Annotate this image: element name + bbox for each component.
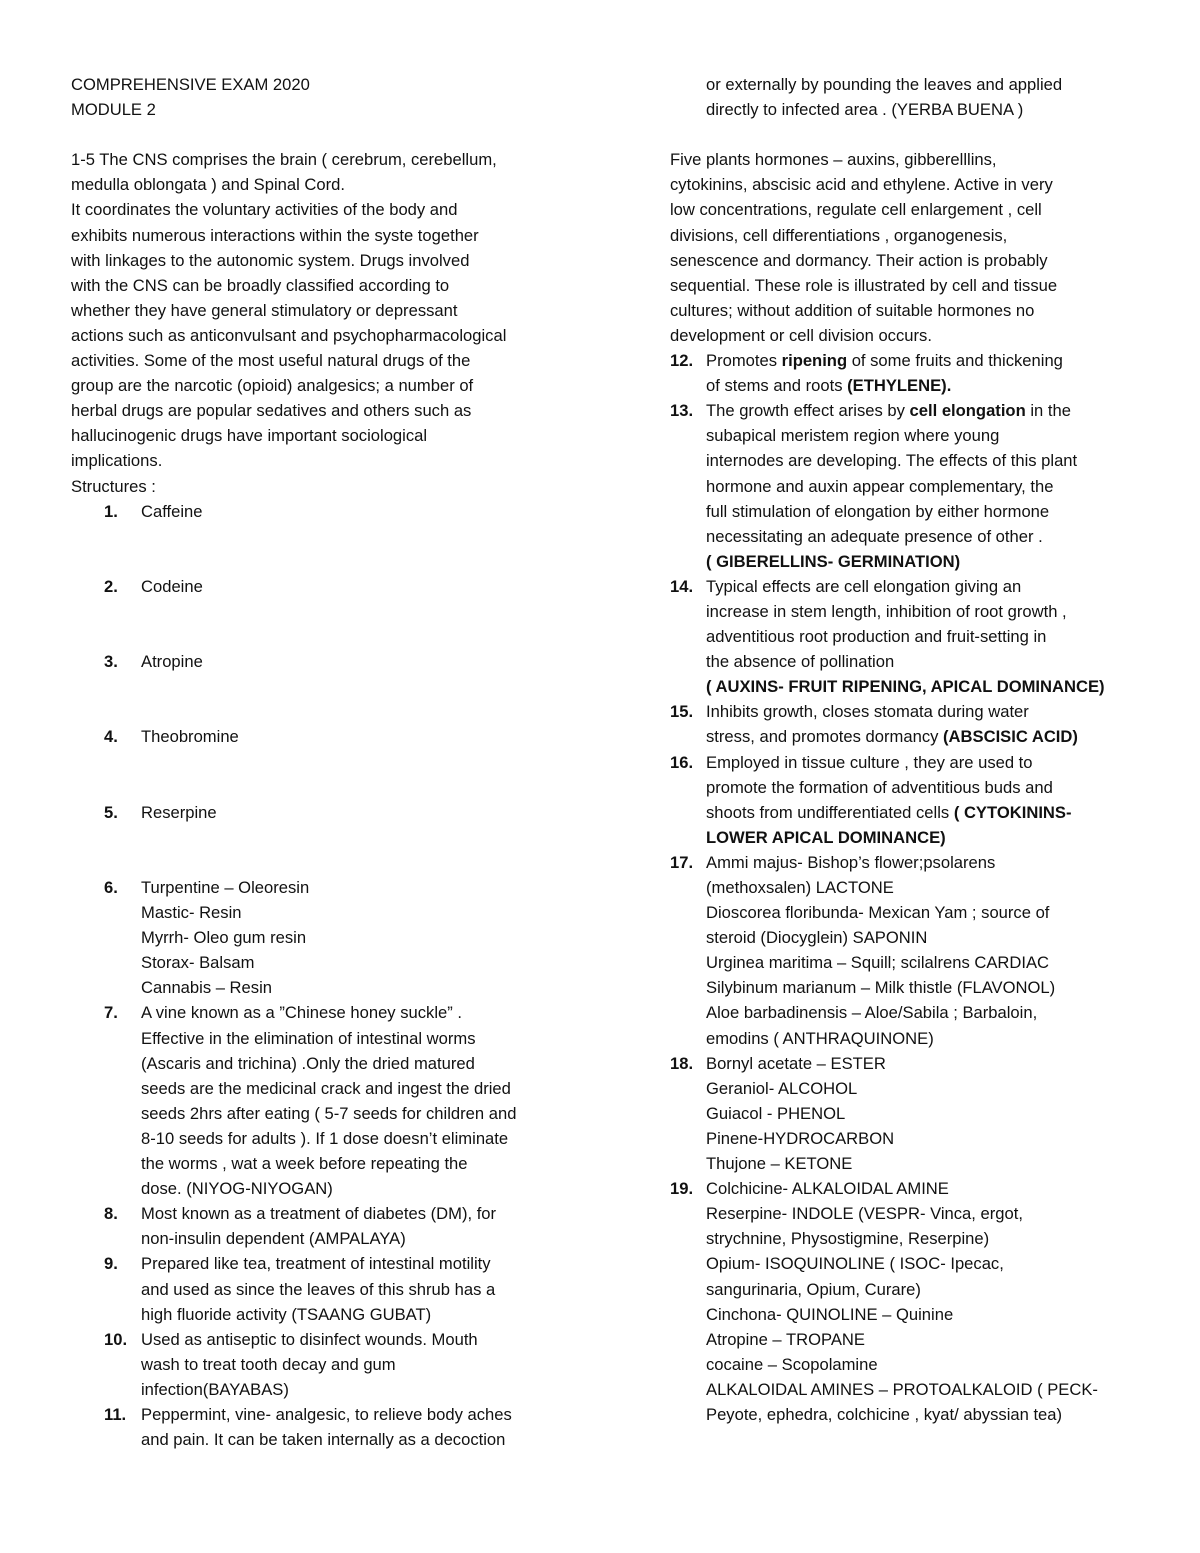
question-item-17 [670,850,1140,1051]
item-line: Colchicine- ALKALOIDAL AMINE [706,1179,949,1199]
item-line: Guiacol - PHENOL [706,1103,846,1123]
item-line: Myrrh- Oleo gum resin [141,928,307,948]
item-line: cocaine – Scopolamine [706,1354,878,1374]
item-line: Ammi majus- Bishop’s flower;psolarens [706,852,996,872]
item-number: 16. [670,752,694,772]
item-answer: LOWER APICAL DOMINANCE) [706,827,946,847]
structure-item [71,574,571,599]
item-number: 18. [670,1053,694,1073]
item-line: steroid (Diocyglein) SAPONIN [706,928,928,948]
item-line: The growth effect arises by cell elongation in the [706,401,1071,421]
question-item-18 [670,1051,1140,1176]
structure-name: Reserpine [141,802,217,822]
paragraph-line: Five plants hormones – auxins, gibberelllins, [670,150,997,170]
item-number: 2. [104,576,118,596]
item-line: sangurinaria, Opium, Curare) [706,1279,921,1299]
item-line: hormone and auxin appear complementary, the [706,476,1054,496]
item-line: wash to treat tooth decay and gum [141,1354,396,1374]
item-line: necessitating an adequate presence of other . [706,526,1043,546]
intro-line: 1-5 The CNS comprises the brain ( cerebrum, cerebellum, [71,150,497,170]
item-answer: ( GIBERELLINS- GERMINATION) [706,551,961,571]
item-line: or externally by pounding the leaves and applied [706,75,1063,94]
exam-title: COMPREHENSIVE EXAM 2020 [71,75,310,94]
left-column [71,72,571,1452]
item-line: Pinene-HYDROCARBON [706,1128,895,1148]
question-item-19 [670,1176,1140,1427]
item-line: internodes are developing. The effects of this plant [706,451,1078,471]
item-number: 12. [670,351,694,371]
item-number: 4. [104,727,118,747]
item-line: 8-10 seeds for adults ). If 1 dose doesn’t eliminate [141,1128,509,1148]
intro-line: implications. [71,451,163,471]
item-line: Prepared like tea, treatment of intestinal motility [141,1254,491,1274]
hormones-paragraph [670,147,1140,348]
item-line: A vine known as a ”Chinese honey suckle” . [141,1003,462,1023]
item-line: shoots from undifferentiated cells ( CYTOKININS- [706,802,1072,822]
item-line: subapical meristem region where young [706,426,1000,446]
question-item-12 [670,348,1140,398]
item-line: (methoxsalen) LACTONE [706,878,894,897]
item-line: and pain. It can be taken internally as a decoction [141,1430,506,1450]
intro-line: actions such as anticonvulsant and psychopharmacological [71,325,507,345]
item-line: Aloe barbadinensis – Aloe/Sabila ; Barbaloin, [706,1003,1038,1023]
question-item-7 [71,1000,571,1201]
item-line: full stimulation of elongation by either hormone [706,501,1050,521]
structure-item [71,800,571,825]
item-line: the absence of pollination [706,652,895,672]
item-number: 7. [104,1003,118,1023]
item-line: Mastic- Resin [141,903,242,923]
module-label: MODULE 2 [71,100,156,120]
intro-line: activities. Some of the most useful natural drugs of the [71,351,471,371]
item-line: strychnine, Physostigmine, Reserpine) [706,1229,990,1249]
item-line: Geraniol- ALCOHOL [706,1078,858,1098]
intro-line: with the CNS can be broadly classified according to [71,275,450,295]
item-answer: ( AUXINS- FRUIT RIPENING, APICAL DOMINANCE) [706,677,1105,697]
question-item-8 [71,1201,571,1251]
intro-line: with linkages to the autonomic system. Drugs involved [71,250,470,270]
item-number: 5. [104,802,118,822]
item-line: Storax- Balsam [141,953,255,973]
item-line: Opium- ISOQUINOLINE ( ISOC- Ipecac, [706,1254,1004,1274]
item-line: non-insulin dependent (AMPALAYA) [141,1229,406,1249]
item-line: Turpentine – Oleoresin [141,878,310,897]
item-line: high fluoride activity (TSAANG GUBAT) [141,1304,432,1324]
item-line: (Ascaris and trichina) .Only the dried matured [141,1053,475,1073]
item-number: 10. [104,1329,128,1349]
item-line: Bornyl acetate – ESTER [706,1053,886,1073]
question-item-10 [71,1327,571,1402]
item-line: Promotes ripening of some fruits and thickening [706,351,1063,371]
item-number: 11. [104,1404,127,1424]
question-item-13 [670,398,1140,574]
item-line: Thujone – KETONE [706,1154,853,1174]
intro-paragraph [71,147,571,473]
item-line: seeds 2hrs after eating ( 5-7 seeds for children and [141,1103,517,1123]
item-line: Cannabis – Resin [141,978,272,998]
paragraph-line: divisions, cell differentiations , organogenesis, [670,225,1008,245]
question-item-14 [670,574,1140,699]
structure-name: Atropine [141,652,203,672]
paragraph-line: development or cell division occurs. [670,325,932,345]
intro-line: medulla oblongata ) and Spinal Cord. [71,175,345,195]
item-line: dose. (NIYOG-NIYOGAN) [141,1179,333,1199]
item-line: of stems and roots (ETHYLENE). [706,376,952,396]
item-number: 3. [104,652,118,672]
item-line: infection(BAYABAS) [141,1379,289,1399]
paragraph-line: cultures; without addition of suitable hormones no [670,300,1035,320]
structure-item [71,499,571,524]
structure-item [71,724,571,749]
item-number: 8. [104,1204,118,1224]
paragraph-line: sequential. These role is illustrated by cell and tissue [670,275,1058,295]
item-line: Reserpine- INDOLE (VESPR- Vinca, ergot, [706,1204,1023,1224]
item-number: 15. [670,702,694,722]
item-line: seeds are the medicinal crack and ingest the dried [141,1078,511,1098]
item-line: promote the formation of adventitious buds and [706,777,1053,797]
item-line: directly to infected area . (YERBA BUENA ) [706,100,1024,120]
paragraph-line: senescence and dormancy. Their action is probably [670,250,1048,270]
item-number: 1. [104,501,118,521]
item-11-continued [670,72,1140,122]
structure-item [71,649,571,674]
item-number: 13. [670,401,694,421]
item-number: 6. [104,878,118,897]
item-line: Urginea maritima – Squill; scilalrens CARDIAC [706,953,1050,973]
item-line: ALKALOIDAL AMINES – PROTOALKALOID ( PECK- [706,1379,1098,1399]
question-item-15 [670,699,1140,749]
item-line: Silybinum marianum – Milk thistle (FLAVONOL) [706,978,1056,998]
item-line: emodins ( ANTHRAQUINONE) [706,1028,934,1048]
structures-label: Structures : [71,476,156,496]
structure-name: Codeine [141,576,203,596]
intro-line: It coordinates the voluntary activities of the body and [71,200,458,220]
item-line: Peppermint, vine- analgesic, to relieve body aches [141,1404,512,1424]
intro-line: herbal drugs are popular sedatives and others such as [71,401,472,421]
item-line: Employed in tissue culture , they are used to [706,752,1033,772]
item-line: Peyote, ephedra, colchicine , kyat/ abyssian tea) [706,1404,1063,1424]
item-line: Dioscorea floribunda- Mexican Yam ; source of [706,903,1050,923]
question-item-6 [71,875,571,1000]
item-line: Atropine – TROPANE [706,1329,865,1349]
item-line: and used as since the leaves of this shrub has a [141,1279,496,1299]
item-line: Most known as a treatment of diabetes (DM), for [141,1204,497,1224]
item-line: stress, and promotes dormancy (ABSCISIC ACID) [706,727,1078,747]
intro-line: whether they have general stimulatory or depressant [71,300,458,320]
structure-name: Caffeine [141,501,203,521]
intro-line: exhibits numerous interactions within the syste together [71,225,479,245]
item-line: Effective in the elimination of intestinal worms [141,1028,476,1048]
right-column [670,72,1140,1427]
item-line: increase in stem length, inhibition of root growth , [706,601,1067,621]
item-number: 17. [670,852,694,872]
item-line: Inhibits growth, closes stomata during water [706,702,1029,722]
paragraph-line: low concentrations, regulate cell enlargement , cell [670,200,1042,220]
item-line: the worms , wat a week before repeating the [141,1154,468,1174]
item-line: Used as antiseptic to disinfect wounds. Mouth [141,1329,478,1349]
question-item-9 [71,1251,571,1326]
question-item-11 [71,1402,571,1452]
item-number: 9. [104,1254,118,1274]
question-item-16 [670,750,1140,850]
item-line: adventitious root production and fruit-setting in [706,627,1047,647]
item-number: 14. [670,576,694,596]
item-number: 19. [670,1179,694,1199]
structure-name: Theobromine [141,727,239,747]
intro-line: group are the narcotic (opioid) analgesics; a number of [71,376,474,396]
item-line: Typical effects are cell elongation giving an [706,576,1022,596]
paragraph-line: cytokinins, abscisic acid and ethylene. Active in very [670,175,1053,195]
item-line: Cinchona- QUINOLINE – Quinine [706,1304,954,1324]
intro-line: hallucinogenic drugs have important sociological [71,426,428,446]
